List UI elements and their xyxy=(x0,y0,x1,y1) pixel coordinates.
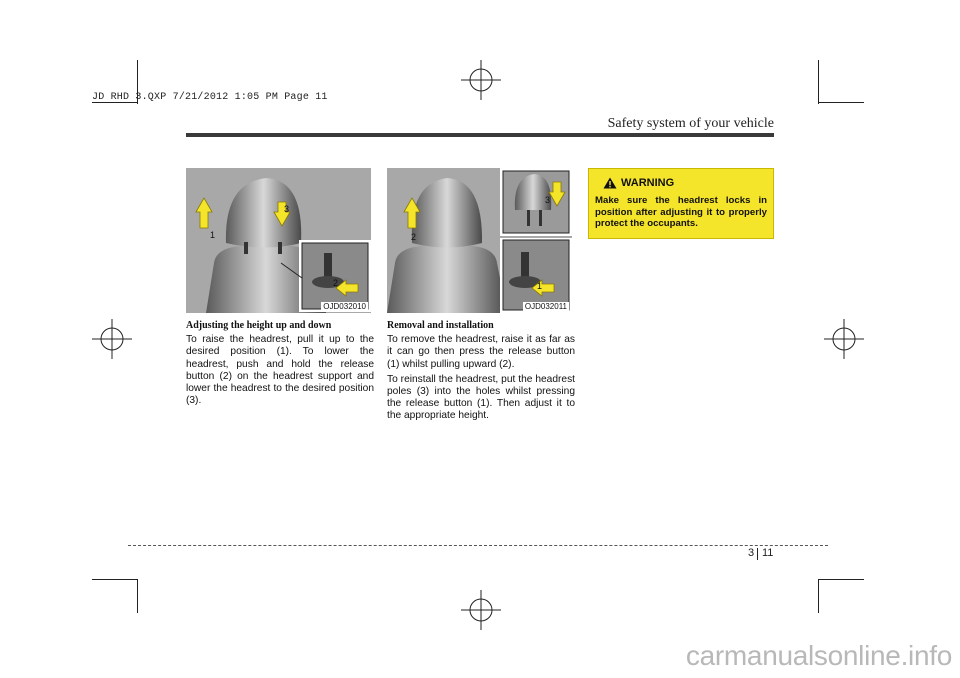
crop-mark xyxy=(818,102,864,103)
print-slug: JD RHD 3.QXP 7/21/2012 1:05 PM Page 11 xyxy=(92,92,328,103)
section-title: Safety system of your vehicle xyxy=(607,116,774,131)
crop-mark xyxy=(818,579,864,580)
heading-removal-installation: Removal and installation xyxy=(387,320,494,331)
registration-mark-icon xyxy=(459,588,503,632)
crop-mark xyxy=(137,579,138,613)
warning-title: WARNING xyxy=(621,177,675,189)
callout-3: 3 xyxy=(284,204,290,214)
heading-adjusting-height: Adjusting the height up and down xyxy=(186,320,332,331)
column-adjusting-height xyxy=(186,320,374,410)
warning-header xyxy=(603,177,674,189)
callout-2: 2 xyxy=(333,278,339,288)
crop-mark xyxy=(818,60,819,104)
column-removal-installation xyxy=(387,320,575,426)
chapter-number: 3 xyxy=(748,547,755,559)
callout-2: 2 xyxy=(411,232,417,242)
paragraph: To reinstall the headrest, put the headrest poles (3) into the holes whilst pressing the release button (1). Then adjust it to the appropriate height. xyxy=(387,373,575,422)
watermark: carmanualsonline.info xyxy=(685,640,952,671)
paragraph: To raise the headrest, pull it up to the desired position (1). To lower the headrest, push and hold the release button (2) on the headrest support and lower the headrest to the desired position (3). xyxy=(186,334,374,407)
warning-triangle-icon xyxy=(603,177,617,189)
page-separator xyxy=(757,548,758,560)
figure-headrest-removal xyxy=(387,168,572,313)
seat-illustration-icon xyxy=(186,168,371,313)
warning-box xyxy=(588,168,774,239)
registration-mark-icon xyxy=(90,317,134,361)
figure-code: OJD032011 xyxy=(524,302,567,311)
figure-headrest-adjust xyxy=(186,168,371,313)
page-number: 11 xyxy=(762,547,774,559)
crop-mark xyxy=(818,579,819,613)
registration-mark-icon xyxy=(822,317,866,361)
footer-rule xyxy=(128,545,828,546)
warning-body: Make sure the headrest locks in position after adjusting it to properly protect the occupants. xyxy=(595,195,767,229)
crop-mark xyxy=(92,579,138,580)
header-rule xyxy=(186,133,774,137)
callout-3: 3 xyxy=(545,195,551,205)
figure-code: OJD032010 xyxy=(323,302,366,311)
callout-1: 1 xyxy=(537,281,543,291)
paragraph: To remove the headrest, raise it as far as it can go then press the release button (1) whilst pulling upward (2). xyxy=(387,334,575,370)
callout-1: 1 xyxy=(210,230,216,240)
registration-mark-icon xyxy=(459,58,503,102)
